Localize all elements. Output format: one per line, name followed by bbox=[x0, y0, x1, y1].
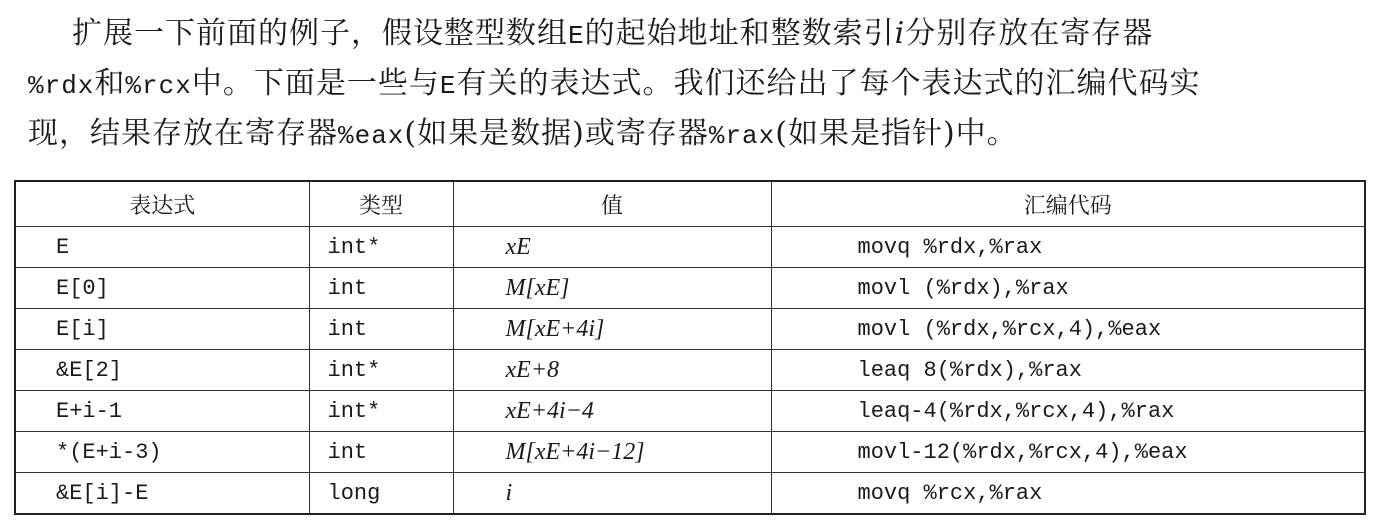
cell-expression: E[i] bbox=[15, 309, 309, 350]
paragraph-line-1 bbox=[28, 10, 1368, 60]
cell-assembly: movq %rdx,%rax bbox=[771, 227, 1365, 268]
header-type: 类型 bbox=[309, 181, 453, 227]
header-value: 值 bbox=[453, 181, 771, 227]
table-row bbox=[15, 309, 1365, 350]
table-header-row bbox=[15, 181, 1365, 227]
cell-type: long bbox=[309, 473, 453, 515]
header-expression: 表达式 bbox=[15, 181, 309, 227]
paragraph-line-2 bbox=[28, 60, 1368, 110]
cell-assembly: movl (%rdx,%rcx,4),%eax bbox=[771, 309, 1365, 350]
table-row bbox=[15, 268, 1365, 309]
table-row bbox=[15, 432, 1365, 473]
cell-value: xE+8 bbox=[453, 350, 771, 391]
code-register-rax: %rax bbox=[708, 121, 776, 151]
cell-assembly: leaq 8(%rdx),%rax bbox=[771, 350, 1365, 391]
text-segment: 中。下面是一些与 bbox=[191, 66, 440, 101]
cell-type: int* bbox=[309, 350, 453, 391]
cell-expression: &E[i]-E bbox=[15, 473, 309, 515]
code-array-name: E bbox=[568, 21, 585, 51]
cell-type: int* bbox=[309, 391, 453, 432]
cell-type: int bbox=[309, 432, 453, 473]
expression-table bbox=[14, 180, 1366, 515]
text-segment: (如果是数据)或寄存器 bbox=[404, 116, 709, 151]
cell-expression: *(E+i-3) bbox=[15, 432, 309, 473]
intro-paragraph bbox=[28, 10, 1368, 160]
code-register-rcx: %rcx bbox=[125, 71, 192, 101]
paragraph-line-3 bbox=[28, 110, 1368, 160]
cell-value: i bbox=[453, 473, 771, 515]
table-row bbox=[15, 227, 1365, 268]
cell-expression: E[0] bbox=[15, 268, 309, 309]
text-segment: 分别存放在寄存器 bbox=[905, 16, 1154, 51]
header-assembly: 汇编代码 bbox=[771, 181, 1365, 227]
cell-value: M[xE] bbox=[453, 268, 771, 309]
table-row bbox=[15, 350, 1365, 391]
cell-type: int* bbox=[309, 227, 453, 268]
cell-expression: E bbox=[15, 227, 309, 268]
cell-assembly: movl-12(%rdx,%rcx,4),%eax bbox=[771, 432, 1365, 473]
code-register-rdx: %rdx bbox=[28, 71, 95, 101]
cell-assembly: movl (%rdx),%rax bbox=[771, 268, 1365, 309]
text-segment: 和 bbox=[94, 66, 126, 101]
index-variable: i bbox=[894, 16, 906, 51]
cell-assembly: movq %rcx,%rax bbox=[771, 473, 1365, 515]
table-row bbox=[15, 391, 1365, 432]
text-segment: 有关的表达式。我们还给出了每个表达式的汇编代码实 bbox=[456, 66, 1201, 101]
text-segment: 现，结果存放在寄存器 bbox=[28, 116, 338, 151]
cell-value: M[xE+4i] bbox=[453, 309, 771, 350]
code-register-eax: %eax bbox=[338, 121, 405, 151]
code-array-name: E bbox=[439, 71, 457, 101]
table-row bbox=[15, 473, 1365, 515]
cell-value: xE+4i−4 bbox=[453, 391, 771, 432]
cell-assembly: leaq-4(%rdx,%rcx,4),%rax bbox=[771, 391, 1365, 432]
cell-type: int bbox=[309, 268, 453, 309]
text-segment: (如果是指针)中。 bbox=[775, 116, 1018, 151]
cell-value: xE bbox=[453, 227, 771, 268]
cell-value: M[xE+4i−12] bbox=[453, 432, 771, 473]
cell-expression: E+i-1 bbox=[15, 391, 309, 432]
cell-expression: &E[2] bbox=[15, 350, 309, 391]
text-segment: 扩展一下前面的例子，假设整型数组 bbox=[72, 16, 568, 51]
text-segment: 的起始地址和整数索引 bbox=[584, 16, 895, 51]
cell-type: int bbox=[309, 309, 453, 350]
